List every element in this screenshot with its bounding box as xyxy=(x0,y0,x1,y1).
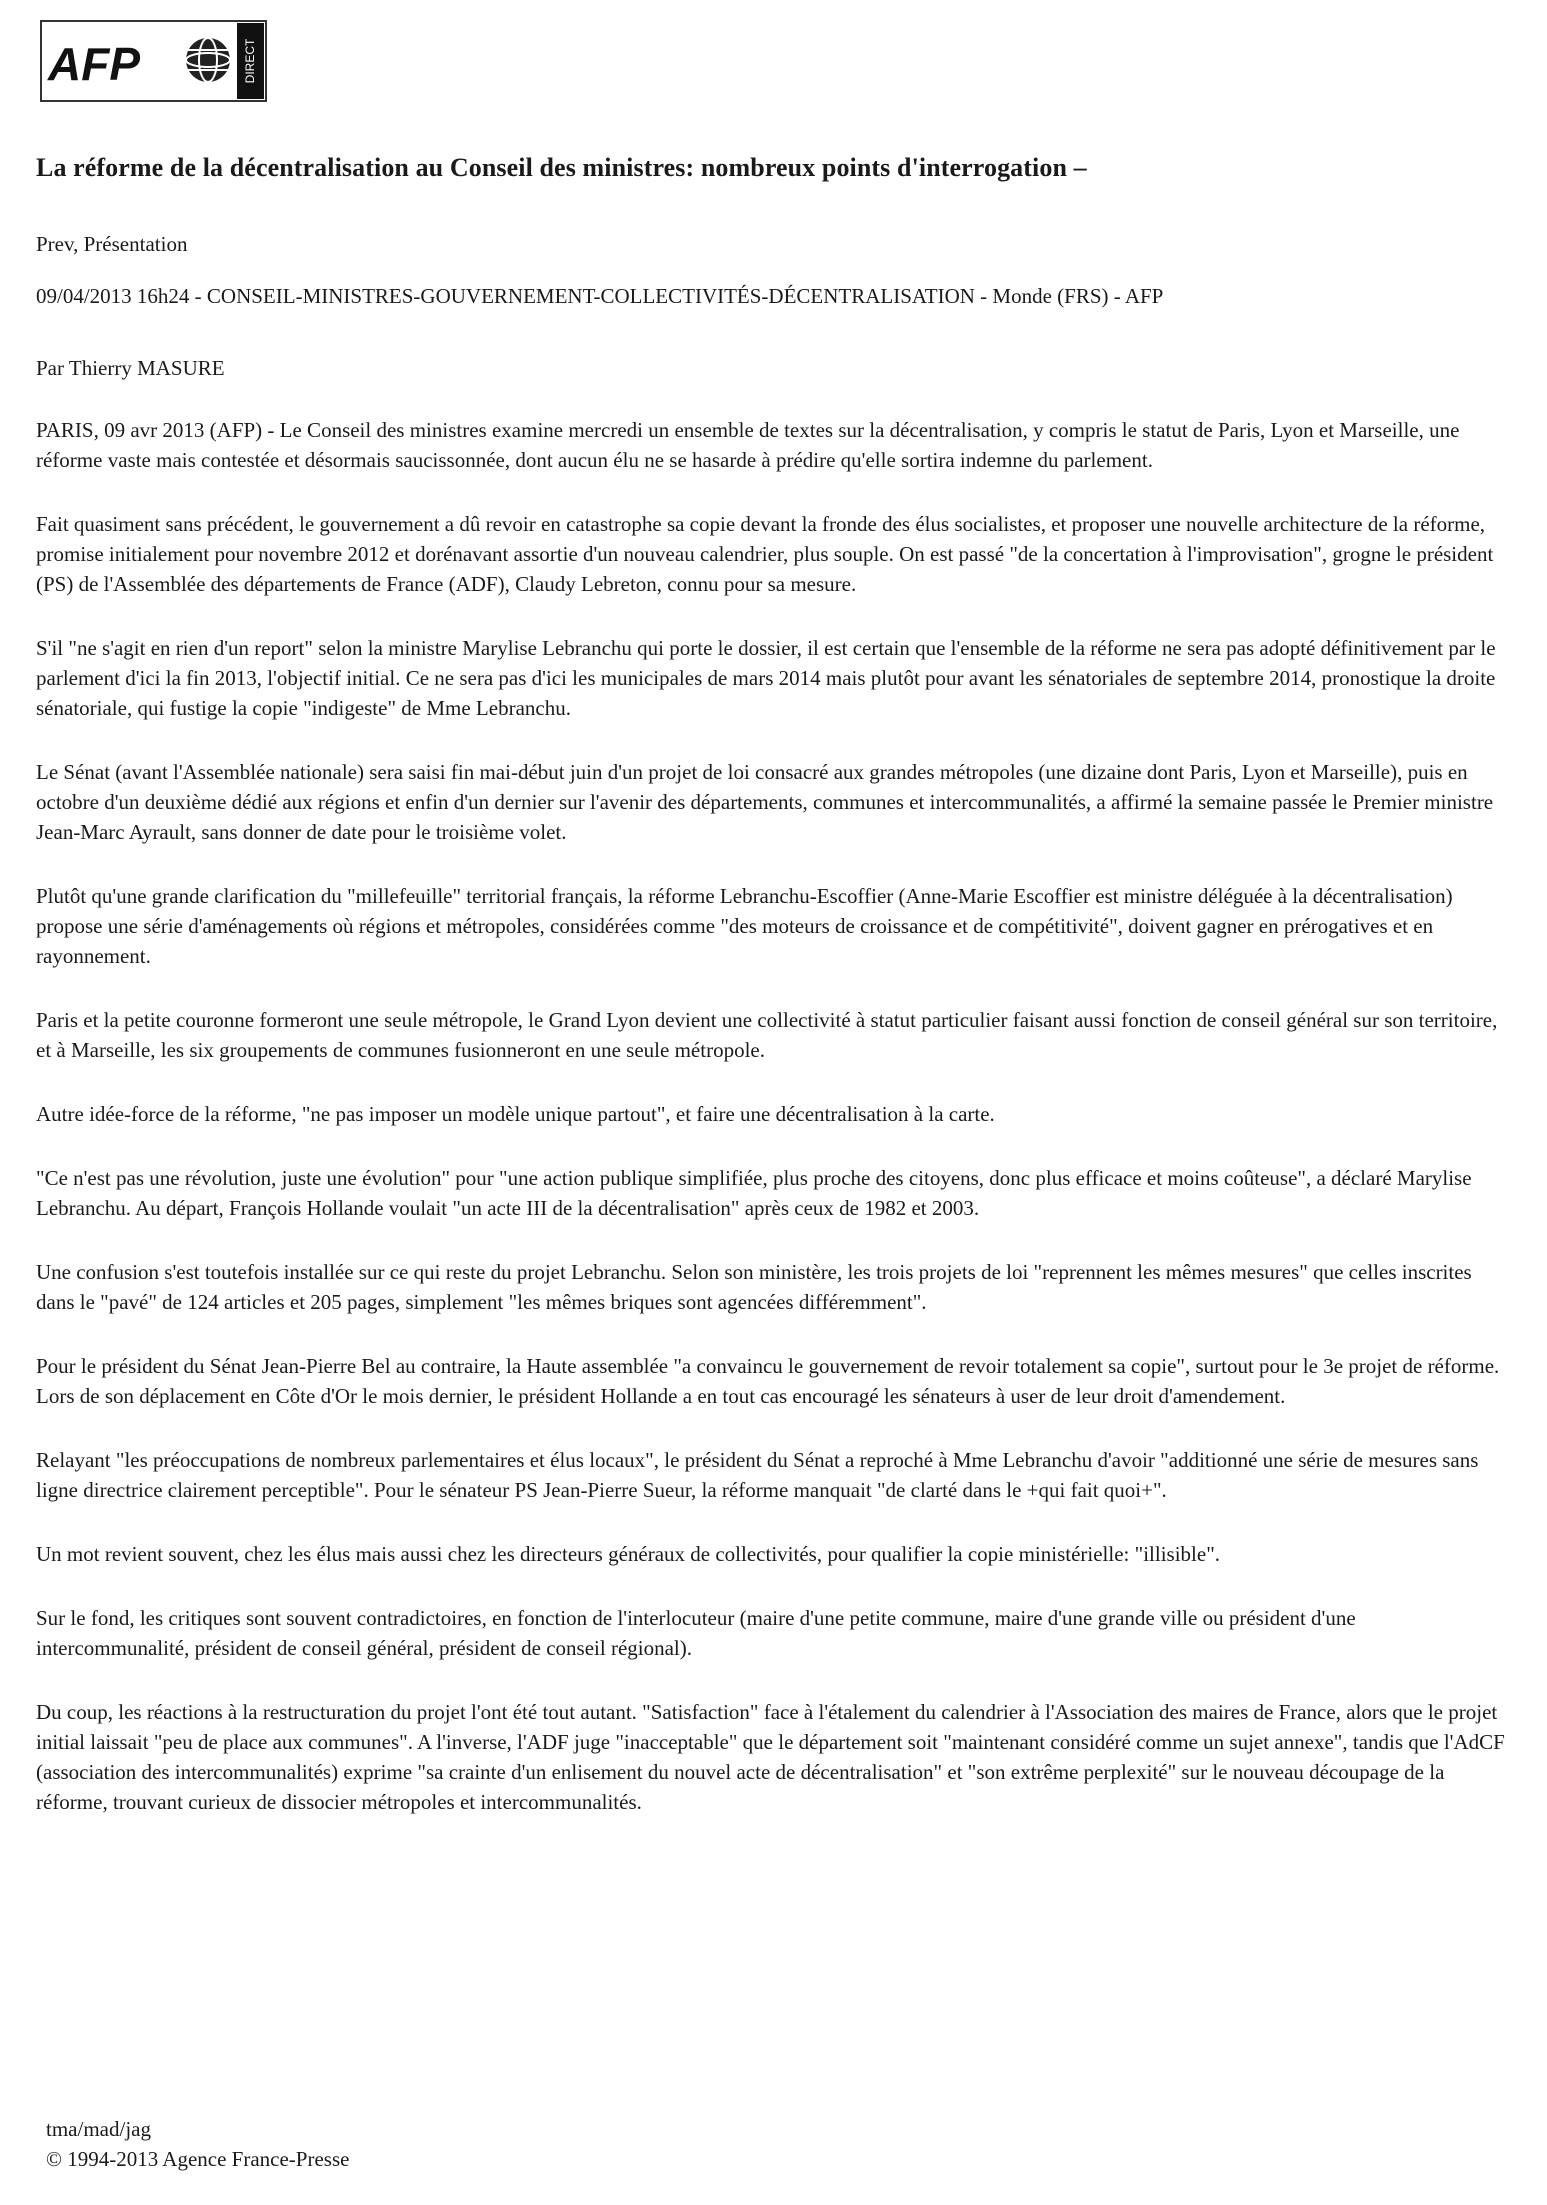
afp-logo xyxy=(40,20,270,104)
article-paragraph: Autre idée-force de la réforme, "ne pas imposer un modèle unique partout", et faire une décentralisation à la carte. xyxy=(36,1102,995,1126)
article-meta: 09/04/2013 16h24 - CONSEIL-MINISTRES-GOUVERNEMENT-COLLECTIVITÉS-DÉCENTRALISATION - Monde (FRS) - AFP xyxy=(36,284,1164,308)
article-body xyxy=(36,415,1506,1851)
article-paragraph: "Ce n'est pas une révolution, juste une évolution" pour "une action publique simplifiée, plus proche des citoyens, donc plus efficace et moins coûteuse", a déclaré Marylise Lebranchu. Au départ, François Hollande voulait "un acte III de la décentralisation" après ceux de 1982 et 2003. xyxy=(36,1166,1472,1220)
copyright-notice: © 1994-2013 Agence France-Presse xyxy=(46,2147,350,2171)
article-paragraph: Un mot revient souvent, chez les élus mais aussi chez les directeurs généraux de collectivités, pour qualifier la copie ministérielle: "illisible". xyxy=(36,1542,1221,1566)
author-initials: tma/mad/jag xyxy=(46,2117,151,2141)
article-section: Prev, Présentation xyxy=(36,232,188,256)
article-paragraph: Paris et la petite couronne formeront une seule métropole, le Grand Lyon devient une collectivité à statut particulier faisant aussi fonction de conseil général sur son territoire, et à Marseille, les six groupements de communes fusionneront en une seule métropole. xyxy=(36,1008,1498,1062)
article-footer xyxy=(46,2114,349,2174)
globe-icon xyxy=(186,38,230,82)
article-paragraph: Une confusion s'est toutefois installée sur ce qui reste du projet Lebranchu. Selon son ministère, les trois projets de loi "reprennent les mêmes mesures" que celles inscrites dans le "pavé" de 124 articles et 205 pages, simplement "les mêmes briques sont agencées différemment". xyxy=(36,1260,1472,1314)
article-paragraph: Plutôt qu'une grande clarification du "millefeuille" territorial français, la réforme Lebranchu-Escoffier (Anne-Marie Escoffier est ministre déléguée à la décentralisation) propose une série d'aménagements où régions et métropoles, considérées comme "des moteurs de croissance et de compétitivité", doivent gagner en prérogatives et en rayonnement. xyxy=(36,884,1453,968)
svg-text:AFP: AFP xyxy=(48,38,140,90)
article-paragraph: Sur le fond, les critiques sont souvent contradictoires, en fonction de l'interlocuteur (maire d'une petite commune, maire d'une grande ville ou président d'une intercommunalité, président de conseil général, président de conseil régional). xyxy=(36,1606,1356,1660)
article-paragraph: Du coup, les réactions à la restructuration du projet l'ont été tout autant. "Satisfaction" face à l'étalement du calendrier à l'Association des maires de France, alors que le projet initial laissait "peu de place aux communes". A l'inverse, l'ADF juge "inacceptable" que le département soit "maintenant considéré comme un sujet annexe", tandis que l'AdCF (association des intercommunalités) exprime "sa crainte d'un enlisement du nouvel acte de décentralisation" et "son extrême perplexité" sur le nouveau découpage de la réforme, trouvant curieux de dissocier métropoles et intercommunalités. xyxy=(36,1700,1505,1814)
article-paragraph: Le Sénat (avant l'Assemblée nationale) sera saisi fin mai-début juin d'un projet de loi consacré aux grandes métropoles (une dizaine dont Paris, Lyon et Marseille), puis en octobre d'un deuxième dédié aux régions et enfin d'un dernier sur l'avenir des départements, communes et intercommunalités, a affirmé la semaine passée le Premier ministre Jean-Marc Ayrault, sans donner de date pour le troisième volet. xyxy=(36,760,1494,844)
article-paragraph: PARIS, 09 avr 2013 (AFP) - Le Conseil des ministres examine mercredi un ensemble de textes sur la décentralisation, y compris le statut de Paris, Lyon et Marseille, une réforme vaste mais contestée et désormais saucissonnée, dont aucun élu ne se hasarde à prédire qu'elle sortira indemne du parlement. xyxy=(36,418,1460,472)
article-byline: Par Thierry MASURE xyxy=(36,356,225,380)
article-paragraph: S'il "ne s'agit en rien d'un report" selon la ministre Marylise Lebranchu qui porte le dossier, il est certain que l'ensemble de la réforme ne sera pas adopté définitivement par le parlement d'ici la fin 2013, l'objectif initial. Ce ne sera pas d'ici les municipales de mars 2014 mais plutôt pour avant les sénatoriales de septembre 2014, pronostique la droite sénatoriale, qui fustige la copie "indigeste" de Mme Lebranchu. xyxy=(36,636,1496,720)
svg-text:DIRECT: DIRECT xyxy=(243,38,257,84)
article-paragraph: Pour le président du Sénat Jean-Pierre Bel au contraire, la Haute assemblée "a convaincu le gouvernement de revoir totalement sa copie", surtout pour le 3e projet de réforme. Lors de son déplacement en Côte d'Or le mois dernier, le président Hollande a en tout cas encouragé les sénateurs à user de leur droit d'amendement. xyxy=(36,1354,1500,1408)
article-paragraph: Fait quasiment sans précédent, le gouvernement a dû revoir en catastrophe sa copie devant la fronde des élus socialistes, et proposer une nouvelle architecture de la réforme, promise initialement pour novembre 2012 et dorénavant assortie d'un nouveau calendrier, plus souple. On est passé "de la concertation à l'improvisation", grogne le président (PS) de l'Assemblée des départements de France (ADF), Claudy Lebreton, connu pour sa mesure. xyxy=(36,512,1494,596)
afp-logo-graphic xyxy=(40,20,270,104)
article-paragraph: Relayant "les préoccupations de nombreux parlementaires et élus locaux", le président du Sénat a reproché à Mme Lebranchu d'avoir "additionné une série de mesures sans ligne directrice clairement perceptible". Pour le sénateur PS Jean-Pierre Sueur, la réforme manquait "de clarté dans le +qui fait quoi+". xyxy=(36,1448,1479,1502)
article-title: La réforme de la décentralisation au Conseil des ministres: nombreux points d'interrogation – xyxy=(36,153,1087,182)
